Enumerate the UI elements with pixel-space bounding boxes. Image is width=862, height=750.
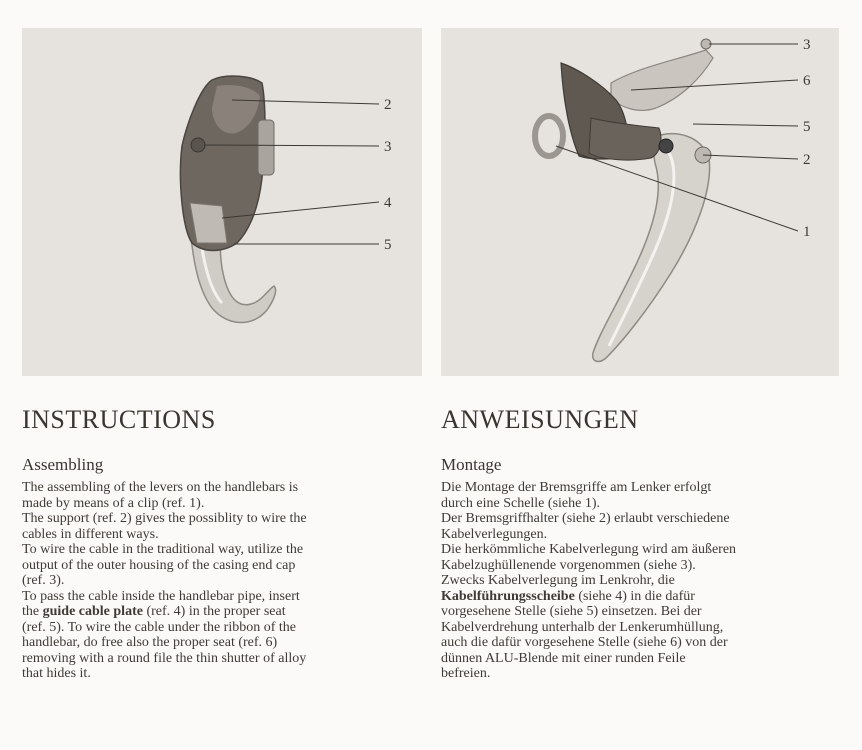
instructions-title: INSTRUCTIONS <box>22 405 216 434</box>
text-line: The assembling of the levers on the handlebars is <box>22 480 299 495</box>
german-instructions-text <box>441 480 841 682</box>
text-line: dünnen ALU-Blende mit einer runden Feile <box>441 650 686 666</box>
english-instructions-text <box>22 480 420 682</box>
callout-3: 3 <box>384 139 392 155</box>
text-line: removing with a round file the thin shutter of alloy <box>22 650 307 666</box>
text-line: durch eine Schelle (siehe 1). <box>441 495 600 511</box>
text-line: (ref. 3). <box>22 573 65 588</box>
anweisungen-title: ANWEISUNGEN <box>441 405 639 434</box>
text-line: Zwecks Kabelverlegung im Lenkrohr, die <box>441 573 675 588</box>
text-line: handlebar, do free also the proper seat (ref. 6) <box>22 635 278 650</box>
text-line: vorgesehene Stelle (siehe 5) einsetzen. Bei der <box>441 604 702 619</box>
text-line: the guide cable plate (ref. 4) in the proper seat <box>22 604 286 619</box>
text-line: befreien. <box>441 666 491 681</box>
callout-5: 5 <box>803 119 811 135</box>
text-line: To pass the cable inside the handlebar pipe, insert <box>22 588 300 604</box>
kabelfuehrungsscheibe-term: Kabelführungsscheibe <box>441 588 575 604</box>
photo-brake-lever-front <box>22 28 422 376</box>
text-line: Kabelverlegungen. <box>441 526 548 542</box>
text-line: Kabelverdrehung unterhalb der Lenkerumhüllung, <box>441 619 724 635</box>
callout-2: 2 <box>384 97 392 113</box>
guide-cable-plate-term: guide cable plate <box>42 604 143 619</box>
text-line: output of the outer housing of the casing end cap <box>22 557 296 573</box>
text-line: Kabelführungsscheibe (siehe 4) in die dafür <box>441 588 695 604</box>
text-line: Kabelzughüllenende vorgenommen (siehe 3). <box>441 557 696 573</box>
text-line: (ref. 5). To wire the cable under the ribbon of the <box>22 619 296 635</box>
callout-4: 4 <box>384 195 392 211</box>
text-line: made by means of a clip (ref. 1). <box>22 495 205 511</box>
text-line: Die herkömmliche Kabelverlegung wird am äußeren <box>441 542 737 557</box>
photo-brake-lever-side <box>441 28 839 376</box>
callout-1: 1 <box>803 224 811 240</box>
brake-lever-side-illustration <box>441 28 839 376</box>
text-line: auch die dafür vorgesehene Stelle (siehe 6) von der <box>441 635 728 650</box>
text-line: Der Bremsgriffhalter (siehe 2) erlaubt verschiedene <box>441 511 730 526</box>
callout-3: 3 <box>803 37 811 53</box>
text-line: that hides it. <box>22 666 91 681</box>
assembling-subtitle: Assembling <box>22 455 104 474</box>
text-line: cables in different ways. <box>22 526 159 542</box>
text-line: Die Montage der Bremsgriffe am Lenker erfolgt <box>441 480 712 495</box>
callout-2: 2 <box>803 152 811 168</box>
callout-5: 5 <box>384 237 392 253</box>
montage-subtitle: Montage <box>441 455 502 474</box>
text-line: To wire the cable in the traditional way, utilize the <box>22 542 304 557</box>
text-line: The support (ref. 2) gives the possiblity to wire the <box>22 511 307 526</box>
brake-lever-front-illustration <box>22 28 422 376</box>
callout-6: 6 <box>803 73 811 89</box>
